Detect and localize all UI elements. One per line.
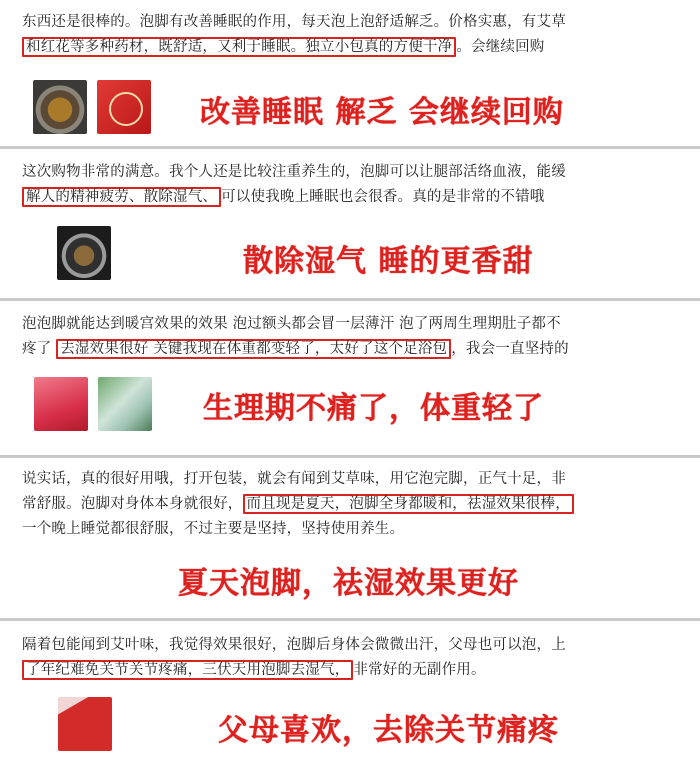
review-text-1 — [22, 10, 682, 60]
line-text: 一个晚上睡觉都很舒服，不过主要是坚持，坚持使用养生。 — [22, 521, 405, 537]
line-text: 疼了 — [22, 341, 57, 357]
review-line — [22, 517, 682, 542]
review-line — [22, 35, 682, 60]
review-line — [22, 467, 682, 492]
review-line — [22, 185, 682, 210]
slogan-3: 生理期不痛了，体重轻了 — [203, 391, 544, 426]
review-line — [22, 337, 682, 362]
highlight-box: 了年纪难免关节关节疼痛，三伏天用泡脚去湿气， — [22, 660, 353, 680]
slogan-4: 夏天泡脚，祛湿效果更好 — [178, 566, 519, 601]
line-text: 这次购物非常的满意。我个人还是比较注重养生的，泡脚可以让腿部活络血液，能缓 — [22, 164, 566, 180]
line-text: 隔着包能闻到艾叶味，我觉得效果很好，泡脚后身体会微微出汗，父母也可以泡，上 — [22, 637, 566, 653]
highlight-box: 解人的精神疲劳、散除湿气、 — [22, 187, 221, 207]
review-text-5 — [22, 633, 682, 683]
product-photo-bag — [34, 377, 88, 431]
line-text: 非常好的无副作用。 — [353, 662, 486, 678]
line-text: 东西还是很棒的。泡脚有改善睡眠的作用，每天泡上泡舒适解乏。价格实惠，有艾草 — [22, 14, 566, 30]
review-text-2 — [22, 160, 682, 210]
line-text: 常舒服。泡脚对身体本身就很好， — [22, 496, 243, 512]
slogan-2: 散除湿气 睡的更香甜 — [243, 244, 534, 279]
divider — [0, 146, 700, 149]
line-text: 说实话，真的很好用哦，打开包装，就会有闻到艾草味，用它泡完脚，正气十足，非 — [22, 471, 566, 487]
product-photo-bowl — [33, 80, 87, 134]
review-text-3 — [22, 312, 682, 362]
slogan-1: 改善睡眠 解乏 会继续回购 — [200, 95, 564, 130]
review-line — [22, 160, 682, 185]
line-text: 可以使我晚上睡眠也会很香。真的是非常的不错哦 — [221, 189, 545, 205]
highlight-box: 而且现是夏天，泡脚全身都暖和，祛湿效果很棒， — [243, 494, 574, 514]
divider — [0, 455, 700, 458]
review-line — [22, 492, 682, 517]
product-photo-water — [98, 377, 152, 431]
line-text: ，我会一直坚持的 — [451, 341, 569, 357]
product-photo-bag — [58, 697, 112, 751]
divider — [0, 618, 700, 621]
line-text: 。会继续回购 — [456, 39, 545, 55]
product-photo-footbath — [57, 226, 111, 280]
highlight-box: 去湿效果很好 关键我现在体重都变轻了，太好了这个足浴包 — [56, 339, 451, 359]
review-line — [22, 312, 682, 337]
product-photo-bag — [97, 80, 151, 134]
line-text: 泡泡脚就能达到暖宫效果的效果 泡过额头都会冒一层薄汗 泡了两周生理期肚子都不 — [22, 316, 561, 332]
highlight-box: 和红花等多种药材，既舒适，又利于睡眠。独立小包真的方便干净 — [22, 37, 456, 57]
review-line — [22, 633, 682, 658]
review-text-4 — [22, 467, 682, 542]
review-line — [22, 10, 682, 35]
divider — [0, 298, 700, 301]
slogan-5: 父母喜欢，去除关节痛疼 — [218, 713, 559, 748]
review-line — [22, 658, 682, 683]
